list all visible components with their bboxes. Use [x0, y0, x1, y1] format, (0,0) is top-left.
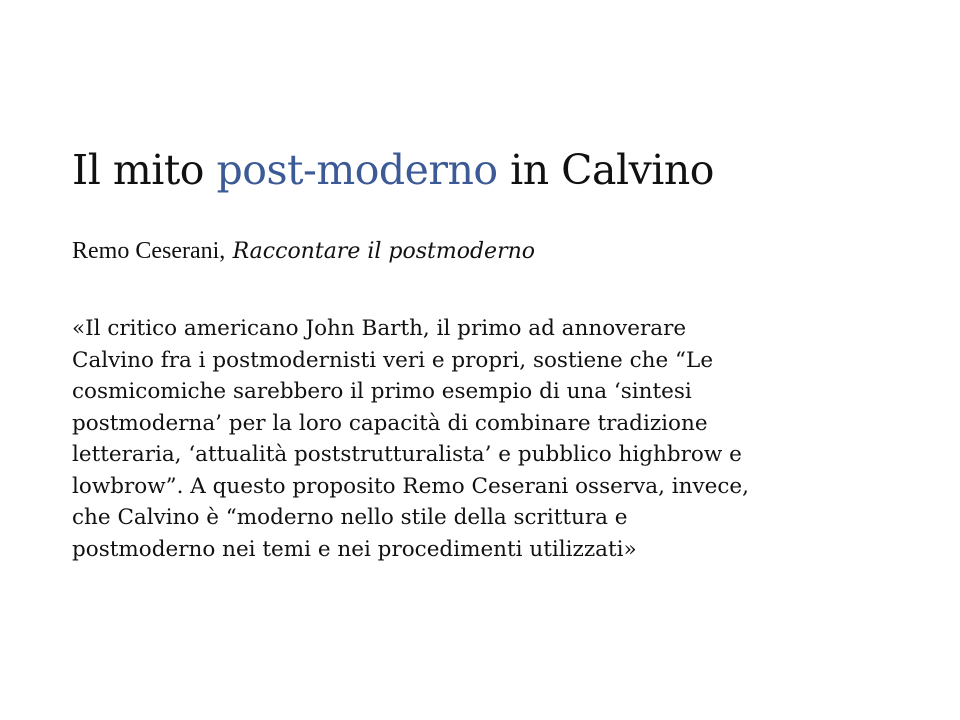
title-prefix: Il mito [72, 146, 217, 194]
quote-line: «Il critico americano John Barth, il primo ad annoverare [72, 316, 687, 341]
source-citation [72, 234, 535, 269]
slide-title [72, 140, 714, 200]
source-author: Remo Ceserani, [72, 238, 226, 264]
quote-line: letteraria, ‘attualità poststrutturalista’ e pubblico highbrow e [72, 442, 742, 467]
quote-paragraph [72, 313, 892, 565]
quote-line: postmoderno nei temi e nei procedimenti utilizzati» [72, 536, 637, 562]
title-accent-word: post-moderno [216, 146, 498, 194]
quote-line: che Calvino è “moderno nello stile della scrittura e [72, 505, 628, 530]
quote-line: lowbrow”. A questo proposito Remo Ceserani osserva, invece, [72, 473, 749, 499]
quote-line: cosmicomiche sarebbero il primo esempio di una ‘sintesi [72, 379, 692, 404]
title-suffix: in Calvino [497, 146, 714, 194]
quote-line: postmoderna’ per la loro capacità di combinare tradizione [72, 410, 708, 436]
quote-line: Calvino fra i postmodernisti veri e propri, sostiene che “Le [72, 347, 714, 373]
source-work-title: Raccontare il postmoderno [232, 239, 536, 264]
